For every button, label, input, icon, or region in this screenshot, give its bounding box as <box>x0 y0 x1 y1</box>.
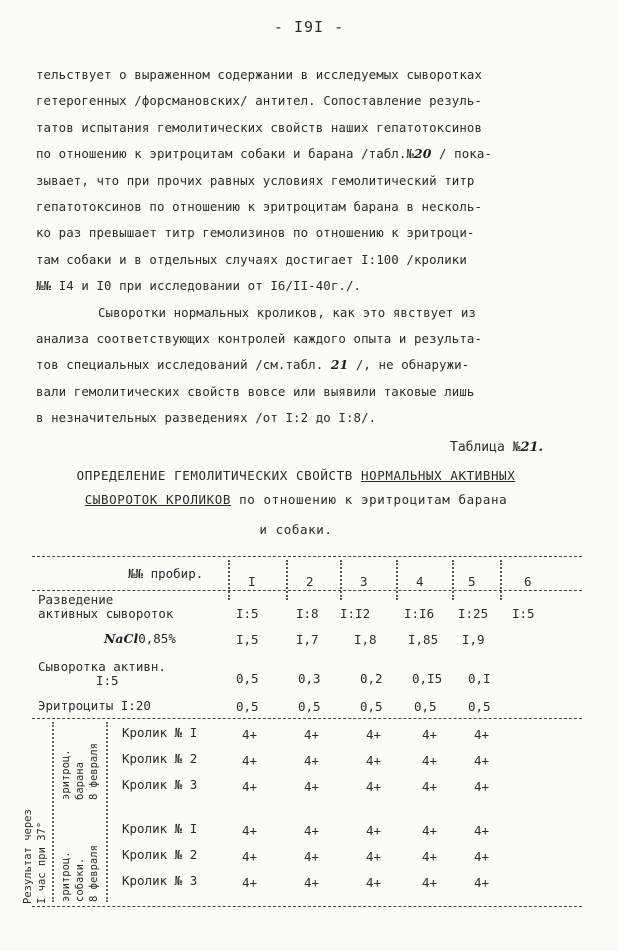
side-label-line: I час при 37° <box>36 821 48 904</box>
column-separator <box>396 560 398 600</box>
tube-number: 2 <box>306 574 314 589</box>
table-cell: I,8 <box>354 632 377 647</box>
text-segment: по отношению к эритроцитам собаки и барана /табл.№ <box>36 146 414 162</box>
result-cell: 4+ <box>474 823 490 838</box>
group-separator <box>52 722 54 902</box>
text-line: гепатотоксинов по отношению к эритроцитам барана в несколь- <box>36 199 483 215</box>
table-cell: I:8 <box>296 606 319 621</box>
title-segment: СЫВОРОТОК КРОЛИКОВ <box>84 492 231 507</box>
result-cell: 4+ <box>366 849 382 864</box>
tube-number: 4 <box>416 574 424 589</box>
column-separator <box>452 560 454 600</box>
table-rule-bottom <box>32 906 582 907</box>
group-label-line: эритроц. <box>60 749 72 800</box>
text-line: №№ I4 и I0 при исследовании от I6/II-40г./. <box>36 278 362 294</box>
text-line: зывает, что при прочих равных условиях гемолитический титр <box>36 172 475 188</box>
table-cell: I,9 <box>462 632 485 647</box>
text-line: ко раз превышает титр гемолизинов по отношению к эритроци- <box>36 225 475 241</box>
table-cell: I,85 <box>408 632 439 647</box>
body-text <box>36 62 556 432</box>
table-title-line <box>56 468 536 483</box>
table-cell: I:5 <box>512 606 535 621</box>
table-caption-prefix: Таблица № <box>450 440 521 455</box>
table-caption <box>450 440 543 455</box>
row-label: Сыворотка активн. <box>38 659 166 674</box>
table-cell: I:I6 <box>404 606 435 621</box>
result-cell: 4+ <box>366 779 382 794</box>
result-row-label: Кролик № I <box>122 725 198 740</box>
result-row-label: Кролик № I <box>122 821 198 836</box>
tube-number: 5 <box>468 574 476 589</box>
result-cell: 4+ <box>366 875 382 890</box>
handwritten-table-number: 21 <box>330 357 349 373</box>
result-cell: 4+ <box>242 823 258 838</box>
table-cell: 0,I5 <box>412 671 443 686</box>
table-cell: 0,5 <box>414 699 437 714</box>
result-row-label: Кролик № 3 <box>122 777 198 792</box>
result-row-label: Кролик № 2 <box>122 751 198 766</box>
tube-number: 3 <box>360 574 368 589</box>
table-cell: 0,5 <box>298 699 321 714</box>
result-cell: 4+ <box>422 753 438 768</box>
result-cell: 4+ <box>242 849 258 864</box>
side-label-line: Результат через <box>22 809 34 904</box>
column-separator <box>340 560 342 600</box>
row-label: I:5 <box>96 673 119 688</box>
result-cell: 4+ <box>304 875 320 890</box>
group-label-line: собаки. <box>74 857 86 902</box>
text-line: вали гемолитических свойств вовсе или выявили таковые лишь <box>36 383 475 399</box>
result-cell: 4+ <box>242 753 258 768</box>
text-segment: / пока- <box>439 146 492 162</box>
tube-number: I <box>248 574 256 589</box>
table-cell: 0,5 <box>236 671 259 686</box>
column-separator <box>228 560 230 600</box>
result-cell: 4+ <box>422 727 438 742</box>
result-cell: 4+ <box>422 849 438 864</box>
result-cell: 4+ <box>474 849 490 864</box>
result-cell: 4+ <box>304 727 320 742</box>
result-cell: 4+ <box>242 875 258 890</box>
result-cell: 4+ <box>304 753 320 768</box>
row-label: активных сывороток <box>38 606 174 621</box>
result-cell: 4+ <box>474 727 490 742</box>
title-segment: по отношению к эритроцитам барана <box>239 492 508 507</box>
row-label <box>104 631 176 646</box>
result-cell: 4+ <box>474 753 490 768</box>
table-cell: 0,2 <box>360 671 383 686</box>
result-cell: 4+ <box>304 849 320 864</box>
text-line <box>36 352 556 378</box>
row-label-rest: 0,85% <box>138 631 176 646</box>
text-line: татов испытания гемолитических свойств наших гепатотоксинов <box>36 119 483 135</box>
result-cell: 4+ <box>242 727 258 742</box>
table-cell: I,5 <box>236 632 259 647</box>
table-cell: I:I2 <box>340 606 371 621</box>
table-caption-number: 21. <box>520 440 544 455</box>
text-line: в незначительных разведениях /от I:2 до I:8/. <box>36 410 377 426</box>
result-cell: 4+ <box>304 779 320 794</box>
text-line: анализа соответствующих контролей каждого опыта и результа- <box>36 331 483 347</box>
text-line: Сыворотки нормальных кроликов, как это явствует из <box>98 304 476 320</box>
text-segment: /, не обнаружи- <box>355 357 470 373</box>
handwritten-table-number: 20 <box>414 146 432 162</box>
table-cell: 0,3 <box>298 671 321 686</box>
group-label-line: барана <box>74 762 86 800</box>
table-cell: 0,5 <box>468 699 491 714</box>
text-line <box>36 141 556 167</box>
result-cell: 4+ <box>474 875 490 890</box>
group-label-line: эритроц. <box>60 851 72 902</box>
column-separator <box>500 560 502 600</box>
table-cell: 0,I <box>468 671 491 686</box>
page-number: - I9I - <box>273 18 345 36</box>
text-line: там собаки и в отдельных случаях достигает I:100 /кролики <box>36 251 467 267</box>
group-separator <box>106 722 108 902</box>
row-label: Разведение <box>38 592 114 607</box>
group-label-line: 8 февраля <box>88 743 100 800</box>
result-row-label: Кролик № 2 <box>122 847 198 862</box>
result-cell: 4+ <box>366 753 382 768</box>
result-cell: 4+ <box>304 823 320 838</box>
result-cell: 4+ <box>422 875 438 890</box>
result-cell: 4+ <box>422 823 438 838</box>
table-cell: I:5 <box>236 606 259 621</box>
text-line: гетерогенных /форсмановских/ антител. Сопоставление резуль- <box>36 93 483 109</box>
table-header-label: №№ пробир. <box>128 566 204 581</box>
table-rule-top <box>32 556 582 557</box>
table-cell: I:25 <box>458 606 489 621</box>
table-cell: I,7 <box>296 632 319 647</box>
row-label-handwritten: NaCl <box>104 631 139 646</box>
result-cell: 4+ <box>242 779 258 794</box>
result-cell: 4+ <box>474 779 490 794</box>
column-separator <box>286 560 288 600</box>
table-rule-middle <box>32 718 582 719</box>
result-row-label: Кролик № 3 <box>122 873 198 888</box>
table-title-line: и собаки. <box>259 522 333 537</box>
table-cell: 0,5 <box>236 699 259 714</box>
result-cell: 4+ <box>422 779 438 794</box>
text-segment: тов специальных исследований /см.табл. <box>36 357 324 373</box>
tube-number: 6 <box>524 574 532 589</box>
title-segment: НОРМАЛЬНЫХ АКТИВНЫХ <box>361 468 516 483</box>
result-cell: 4+ <box>366 727 382 742</box>
group-label-line: 8 февраля <box>88 845 100 902</box>
text-line: тельствует о выраженном содержании в исследуемых сыворотках <box>36 67 483 82</box>
title-segment: ОПРЕДЕЛЕНИЕ ГЕМОЛИТИЧЕСКИХ СВОЙСТВ <box>76 468 353 483</box>
result-cell: 4+ <box>366 823 382 838</box>
row-label: Эритроциты I:20 <box>38 698 151 713</box>
table-title-line <box>56 492 536 507</box>
table-cell: 0,5 <box>360 699 383 714</box>
